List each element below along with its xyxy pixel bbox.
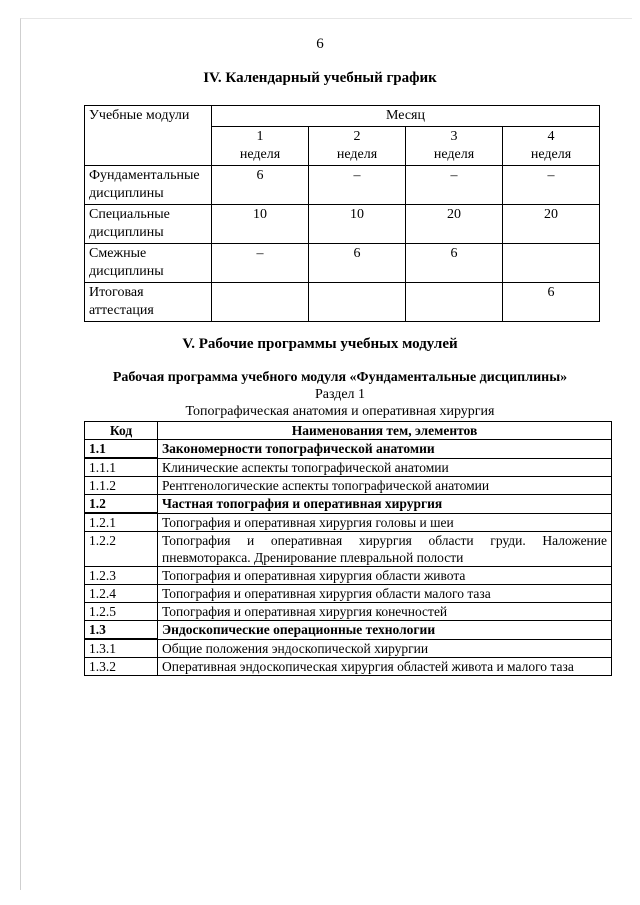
table-row xyxy=(85,585,612,603)
hours-cell xyxy=(212,283,309,322)
week-header: 4 неделя xyxy=(503,127,600,166)
calendar-row xyxy=(85,166,600,205)
table-row xyxy=(85,658,612,676)
row-name: Общие положения эндоскопической хирургии xyxy=(158,639,612,658)
calendar-row xyxy=(85,283,600,322)
hours-cell: 6 xyxy=(406,244,503,283)
col-modules-header: Учебные модули xyxy=(85,106,212,166)
row-code: 1.1.2 xyxy=(85,477,158,495)
row-name: Топография и оперативная хирургия области груди. Наложение пневмоторакса. Дренирование плевральной полости xyxy=(158,532,612,567)
table-row xyxy=(85,440,612,459)
hours-cell: 20 xyxy=(406,205,503,244)
row-name: Топография и оперативная хирургия конечностей xyxy=(158,603,612,621)
col-name-header: Наименования тем, элементов xyxy=(158,422,612,440)
table-row xyxy=(85,567,612,585)
table-row xyxy=(85,621,612,640)
table-row xyxy=(85,495,612,514)
row-code: 1.2.5 xyxy=(85,603,158,621)
row-code: 1.2.2 xyxy=(85,532,158,567)
table-row xyxy=(85,639,612,658)
section-topic: Топографическая анатомия и оперативная хирургия xyxy=(185,404,495,419)
week-header: 2 неделя xyxy=(309,127,406,166)
week-header: 1 неделя xyxy=(212,127,309,166)
hours-cell: 6 xyxy=(503,283,600,322)
week-header: 3 неделя xyxy=(406,127,503,166)
calendar-heading: IV. Календарный учебный график xyxy=(203,70,437,86)
row-name: Частная топография и оперативная хирургия xyxy=(158,495,612,514)
hours-cell: 10 xyxy=(309,205,406,244)
row-name: Топография и оперативная хирургия головы и шеи xyxy=(158,513,612,532)
table-row xyxy=(85,513,612,532)
hours-cell: – xyxy=(406,166,503,205)
table-row xyxy=(85,532,612,567)
hours-cell: 10 xyxy=(212,205,309,244)
row-name: Клинические аспекты топографической анатомии xyxy=(158,458,612,477)
hours-cell xyxy=(309,283,406,322)
calendar-row xyxy=(85,244,600,283)
module-name: Смежные дисциплины xyxy=(85,244,212,283)
module-program-title: Рабочая программа учебного модуля «Фундаментальные дисциплины» xyxy=(112,370,568,385)
programs-heading: V. Рабочие программы учебных модулей xyxy=(182,336,458,352)
module-name: Специальные дисциплины xyxy=(85,205,212,244)
table-row xyxy=(85,477,612,495)
page-number: 6 xyxy=(316,36,324,52)
row-code: 1.3.2 xyxy=(85,658,158,676)
row-code: 1.2.4 xyxy=(85,585,158,603)
table-row xyxy=(85,458,612,477)
calendar-table xyxy=(84,105,600,322)
program-table xyxy=(84,421,612,676)
hours-cell xyxy=(503,244,600,283)
row-name: Топография и оперативная хирургия области малого таза xyxy=(158,585,612,603)
hours-cell: 6 xyxy=(212,166,309,205)
row-name: Оперативная эндоскопическая хирургия областей живота и малого таза xyxy=(158,658,612,676)
row-code: 1.1.1 xyxy=(85,458,158,477)
col-code-header: Код xyxy=(85,422,158,440)
hours-cell: – xyxy=(212,244,309,283)
hours-cell: – xyxy=(309,166,406,205)
row-name: Закономерности топографической анатомии xyxy=(158,440,612,459)
module-name: Фундаментальные дисциплины xyxy=(85,166,212,205)
hours-cell xyxy=(406,283,503,322)
row-name: Рентгенологические аспекты топографической анатомии xyxy=(158,477,612,495)
hours-cell: 20 xyxy=(503,205,600,244)
row-code: 1.2 xyxy=(85,495,158,514)
col-month-header: Месяц xyxy=(212,106,600,127)
row-name: Эндоскопические операционные технологии xyxy=(158,621,612,640)
section-label: Раздел 1 xyxy=(314,387,366,402)
hours-cell: – xyxy=(503,166,600,205)
row-code: 1.3 xyxy=(85,621,158,640)
row-code: 1.3.1 xyxy=(85,639,158,658)
row-name: Топография и оперативная хирургия области живота xyxy=(158,567,612,585)
row-code: 1.2.3 xyxy=(85,567,158,585)
row-code: 1.1 xyxy=(85,440,158,459)
row-code: 1.2.1 xyxy=(85,513,158,532)
hours-cell: 6 xyxy=(309,244,406,283)
module-name: Итоговая аттестация xyxy=(85,283,212,322)
calendar-row xyxy=(85,205,600,244)
table-row xyxy=(85,603,612,621)
program-header-row xyxy=(85,422,612,440)
calendar-header-row xyxy=(85,106,600,127)
